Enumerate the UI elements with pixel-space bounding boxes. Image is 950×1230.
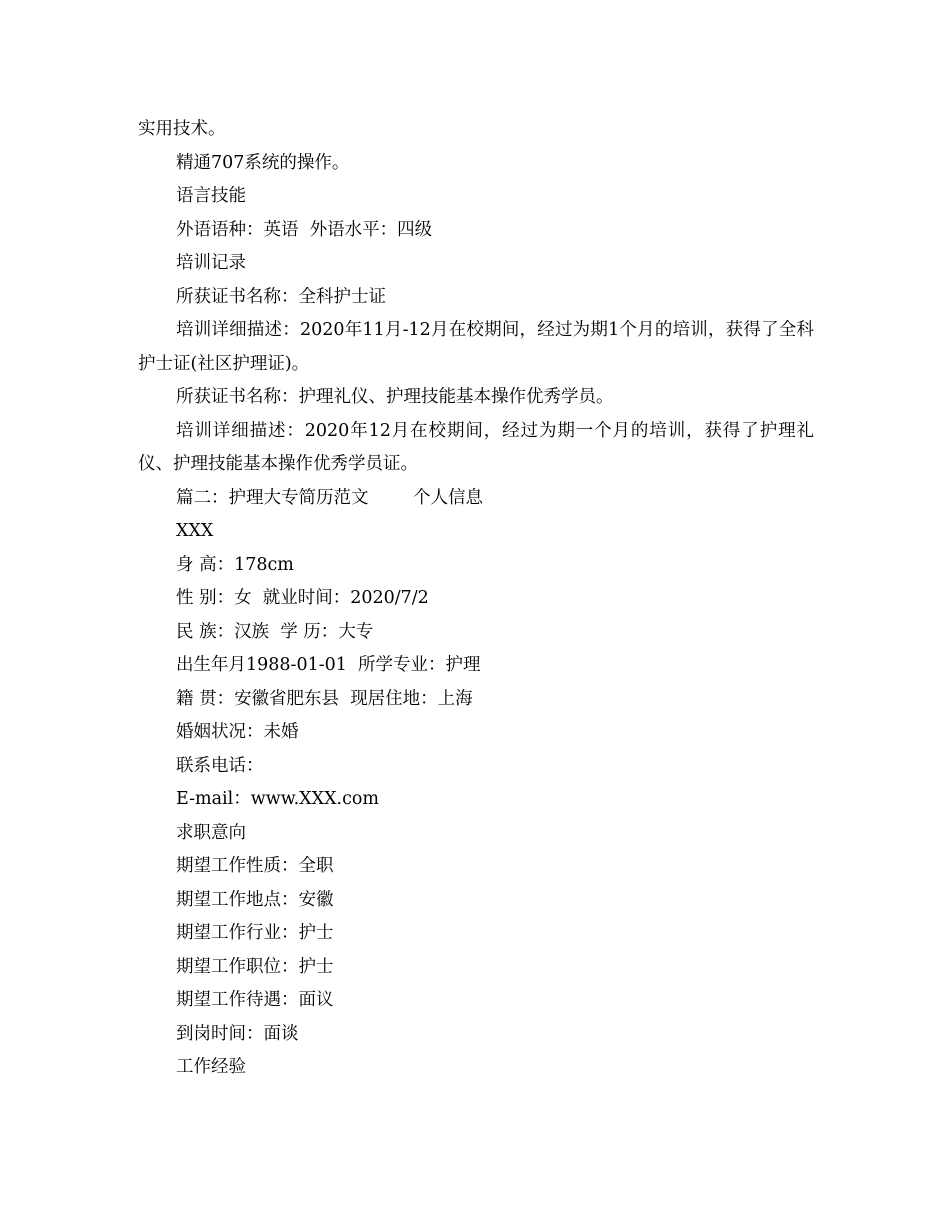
text-line: 期望工作职位：护士 [176,956,334,977]
text-line: E-mail：www.XXX.com [176,789,380,809]
document-body [138,113,814,1085]
text-line: 期望工作性质：全职 [176,856,334,876]
text-paragraph: 培训详细描述：2020年11月-12月在校期间，经过为期1个月的培训，获得了全科护士证(社区护理证)。 [138,320,814,374]
text-line: 婚姻状况：未婚 [176,722,299,742]
section-heading: 语言技能 [176,186,246,206]
text-line: 到岗时间：面谈 [176,1023,299,1044]
text-line: 期望工作行业：护士 [176,923,334,943]
section-heading: 工作经验 [176,1057,246,1077]
text-line: 外语语种：英语 外语水平：四级 [176,219,433,240]
section-heading: 篇二：护理大专简历范文 个人信息 [176,487,484,508]
text-line: 身 高：178cm [176,554,294,575]
text-line: 期望工作地点：安徽 [176,889,334,910]
text-line: 民 族：汉族 学 历：大专 [176,621,374,642]
section-heading: 培训记录 [176,253,246,273]
text-line: 期望工作待遇：面议 [176,990,334,1010]
text-paragraph: 培训详细描述：2020年12月在校期间，经过为期一个月的培训，获得了护理礼仪、护理技能基本操作优秀学员证。 [138,420,814,474]
text-line: 籍 贯：安徽省肥东县 现居住地：上海 [176,688,473,709]
name-line: XXX [176,521,214,541]
text-line: 出生年月1988-01-01 所学专业：护理 [176,655,481,675]
text-line: 所获证书名称：全科护士证 [176,286,386,307]
text-line: 精通707系统的操作。 [176,152,350,173]
text-line: 所获证书名称：护理礼仪、护理技能基本操作优秀学员。 [176,387,614,407]
text-line: 实用技术。 [138,119,226,139]
text-line: 联系电话： [176,755,264,776]
text-line: 性 别：女 就业时间：2020/7/2 [176,588,429,608]
section-heading: 求职意向 [176,822,246,843]
